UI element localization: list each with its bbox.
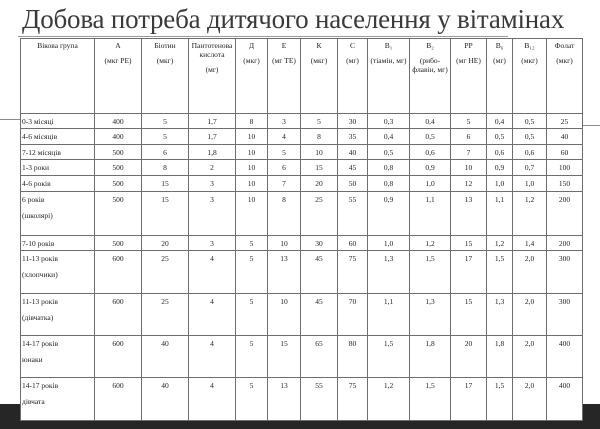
column-header	[487, 39, 513, 114]
value-cell: 600	[95, 336, 142, 378]
column-header-name: Е	[281, 41, 287, 50]
value-cell: 1,0	[513, 176, 547, 192]
value-cell: 20	[451, 336, 487, 378]
value-cell: 5	[236, 336, 268, 378]
value-cell: 0,6	[513, 145, 547, 160]
value-cell: 0,5	[410, 129, 451, 145]
value-cell: 4	[189, 251, 236, 294]
value-cell: 40	[142, 336, 189, 378]
value-cell: 80	[338, 336, 368, 378]
age-group-label: 0-3 місяці	[22, 117, 54, 126]
value-cell: 3	[189, 176, 236, 192]
value-cell: 3	[189, 192, 236, 236]
value-cell: 600	[95, 378, 142, 421]
column-header-unit: (мг)	[205, 65, 219, 74]
column-header-name: B₂	[426, 41, 434, 50]
value-cell: 8	[236, 114, 268, 129]
column-header-name: А	[115, 41, 121, 50]
value-cell: 600	[95, 294, 142, 336]
value-cell: 0,6	[487, 145, 513, 160]
value-cell: 15	[301, 160, 338, 176]
value-cell: 55	[338, 192, 368, 236]
column-header	[547, 39, 583, 114]
value-cell: 45	[301, 294, 338, 336]
value-cell: 5	[268, 145, 301, 160]
column-header	[338, 39, 368, 114]
age-group-label: 1-3 роки	[22, 163, 50, 172]
vitamin-requirements-table	[20, 38, 583, 421]
column-header-name: Фолат	[554, 41, 575, 50]
value-cell: 13	[268, 378, 301, 421]
value-cell: 17	[451, 378, 487, 421]
value-cell: 1,5	[487, 378, 513, 421]
value-cell: 15	[451, 294, 487, 336]
age-group-label: 7-10 років	[22, 239, 55, 248]
value-cell: 7	[268, 176, 301, 192]
age-group-cell	[21, 336, 95, 378]
column-header	[268, 39, 301, 114]
column-header	[301, 39, 338, 114]
value-cell: 55	[301, 378, 338, 421]
table-header-row	[21, 39, 583, 114]
age-group-cell	[21, 176, 95, 192]
column-header	[236, 39, 268, 114]
value-cell: 45	[338, 160, 368, 176]
value-cell: 1,1	[487, 192, 513, 236]
value-cell: 500	[95, 176, 142, 192]
value-cell: 1,5	[368, 336, 410, 378]
age-group-sublabel: (хлопчики)	[22, 270, 58, 279]
value-cell: 0,8	[368, 176, 410, 192]
value-cell: 0,4	[410, 114, 451, 129]
value-cell: 400	[95, 129, 142, 145]
column-header-name: B₁	[384, 41, 393, 50]
value-cell: 0,5	[368, 145, 410, 160]
value-cell: 10	[236, 160, 268, 176]
age-group-sublabel: (школярі)	[22, 211, 53, 220]
age-group-cell	[21, 192, 95, 236]
column-header	[410, 39, 451, 114]
value-cell: 10	[236, 145, 268, 160]
value-cell: 5	[236, 236, 268, 251]
value-cell: 200	[547, 192, 583, 236]
value-cell: 10	[268, 294, 301, 336]
column-header-name: Д	[248, 41, 255, 50]
value-cell: 3	[189, 236, 236, 251]
column-header-unit: (мг ТЕ)	[272, 56, 296, 65]
value-cell: 400	[95, 114, 142, 129]
value-cell: 75	[338, 378, 368, 421]
value-cell: 75	[338, 251, 368, 294]
value-cell: 1,1	[410, 192, 451, 236]
value-cell: 5	[236, 294, 268, 336]
column-header-unit: (мкг)	[556, 56, 573, 65]
value-cell: 1,3	[410, 294, 451, 336]
value-cell: 0,9	[487, 160, 513, 176]
value-cell: 50	[338, 176, 368, 192]
column-header-name: B₁₂	[524, 41, 535, 50]
age-group-label: 7-12 місяців	[22, 148, 61, 157]
value-cell: 1,0	[368, 236, 410, 251]
age-group-label: 14-17 років	[22, 381, 59, 390]
value-cell: 10	[236, 129, 268, 145]
value-cell: 5	[142, 129, 189, 145]
value-cell: 1,3	[487, 294, 513, 336]
value-cell: 0,9	[410, 160, 451, 176]
value-cell: 5	[301, 114, 338, 129]
value-cell: 17	[451, 251, 487, 294]
value-cell: 25	[142, 251, 189, 294]
age-group-sublabel: дівчата	[22, 397, 45, 406]
age-group-cell	[21, 236, 95, 251]
value-cell: 1,7	[189, 129, 236, 145]
column-header	[21, 39, 95, 114]
value-cell: 8	[268, 192, 301, 236]
column-header-unit: (мкг)	[521, 56, 538, 65]
value-cell: 4	[268, 129, 301, 145]
value-cell: 60	[338, 236, 368, 251]
value-cell: 1,3	[368, 251, 410, 294]
column-header-unit: (рибо-флавін, мг)	[412, 56, 448, 74]
age-group-cell	[21, 378, 95, 421]
value-cell: 10	[236, 192, 268, 236]
table-row	[21, 251, 583, 294]
age-group-sublabel: (дівчатка)	[22, 313, 54, 322]
column-header-unit: (мкг)	[243, 56, 260, 65]
table-row	[21, 192, 583, 236]
column-header	[95, 39, 142, 114]
value-cell: 25	[142, 294, 189, 336]
value-cell: 8	[301, 129, 338, 145]
slide-title: Добова потреба дитячого населення у вітамінах	[22, 4, 565, 34]
value-cell: 400	[547, 378, 583, 421]
value-cell: 500	[95, 236, 142, 251]
value-cell: 4	[189, 378, 236, 421]
value-cell: 25	[547, 114, 583, 129]
value-cell: 15	[268, 336, 301, 378]
value-cell: 15	[451, 236, 487, 251]
value-cell: 0,5	[513, 129, 547, 145]
value-cell: 15	[142, 176, 189, 192]
value-cell: 1,1	[368, 294, 410, 336]
value-cell: 0,3	[368, 114, 410, 129]
value-cell: 2,0	[513, 294, 547, 336]
vitamin-table-container	[20, 38, 583, 421]
value-cell: 0,8	[368, 160, 410, 176]
value-cell: 6	[268, 160, 301, 176]
value-cell: 40	[142, 378, 189, 421]
value-cell: 10	[268, 236, 301, 251]
value-cell: 0,5	[513, 114, 547, 129]
age-group-sublabel: юнаки	[22, 355, 43, 364]
value-cell: 2,0	[513, 336, 547, 378]
value-cell: 20	[142, 236, 189, 251]
value-cell: 1,7	[189, 114, 236, 129]
value-cell: 500	[95, 160, 142, 176]
value-cell: 0,5	[487, 129, 513, 145]
column-header-name: РР	[464, 41, 473, 50]
value-cell: 15	[142, 192, 189, 236]
value-cell: 6	[451, 129, 487, 145]
table-row	[21, 114, 583, 129]
column-header	[368, 39, 410, 114]
table-row	[21, 294, 583, 336]
value-cell: 5	[236, 378, 268, 421]
column-header-unit: (мг)	[493, 56, 506, 65]
age-group-label: 11-13 років	[22, 297, 58, 306]
value-cell: 13	[451, 192, 487, 236]
value-cell: 1,8	[189, 145, 236, 160]
value-cell: 300	[547, 251, 583, 294]
value-cell: 1,2	[513, 192, 547, 236]
value-cell: 40	[338, 145, 368, 160]
value-cell: 30	[301, 236, 338, 251]
decorative-line-right	[582, 125, 600, 126]
value-cell: 0,6	[410, 145, 451, 160]
value-cell: 0,7	[513, 160, 547, 176]
value-cell: 100	[547, 160, 583, 176]
value-cell: 10	[236, 176, 268, 192]
value-cell: 1,5	[487, 251, 513, 294]
value-cell: 5	[142, 114, 189, 129]
value-cell: 150	[547, 176, 583, 192]
value-cell: 3	[268, 114, 301, 129]
column-header-name: B₆	[495, 41, 504, 50]
value-cell: 10	[301, 145, 338, 160]
column-header	[189, 39, 236, 114]
value-cell: 2	[189, 160, 236, 176]
value-cell: 60	[547, 145, 583, 160]
value-cell: 0,4	[487, 114, 513, 129]
column-header-name: Біотин	[154, 41, 176, 50]
decorative-line-left	[0, 119, 20, 120]
column-header-unit: (мкг)	[310, 56, 328, 65]
value-cell: 70	[338, 294, 368, 336]
value-cell: 30	[338, 114, 368, 129]
value-cell: 35	[338, 129, 368, 145]
value-cell: 0,9	[368, 192, 410, 236]
column-header	[142, 39, 189, 114]
table-row	[21, 336, 583, 378]
age-group-cell	[21, 294, 95, 336]
age-group-cell	[21, 114, 95, 129]
table-row	[21, 160, 583, 176]
value-cell: 6	[142, 145, 189, 160]
value-cell: 2,0	[513, 251, 547, 294]
title-divider	[18, 36, 508, 37]
table-row	[21, 129, 583, 145]
column-header-name: К	[316, 41, 322, 50]
value-cell: 12	[451, 176, 487, 192]
value-cell: 300	[547, 294, 583, 336]
age-group-cell	[21, 160, 95, 176]
value-cell: 500	[95, 145, 142, 160]
value-cell: 20	[301, 176, 338, 192]
column-header-name: Пантотенова кислота	[191, 41, 233, 59]
value-cell: 400	[547, 336, 583, 378]
column-header	[513, 39, 547, 114]
table-row	[21, 145, 583, 160]
value-cell: 1,5	[410, 251, 451, 294]
age-group-cell	[21, 251, 95, 294]
column-header-unit: (мкг)	[156, 56, 174, 65]
value-cell: 1,2	[487, 236, 513, 251]
value-cell: 7	[451, 145, 487, 160]
value-cell: 10	[451, 160, 487, 176]
value-cell: 2,0	[513, 378, 547, 421]
column-header	[451, 39, 487, 114]
value-cell: 4	[189, 336, 236, 378]
value-cell: 1,2	[368, 378, 410, 421]
value-cell: 500	[95, 192, 142, 236]
age-group-label: 14-17 років	[22, 339, 59, 348]
table-row	[21, 176, 583, 192]
value-cell: 5	[451, 114, 487, 129]
value-cell: 4	[189, 294, 236, 336]
age-group-label: 11-13 років	[22, 254, 58, 263]
value-cell: 1,2	[410, 236, 451, 251]
age-group-label: 6 років	[22, 195, 45, 204]
age-group-label: 4-6 місяців	[22, 132, 58, 141]
value-cell: 8	[142, 160, 189, 176]
age-group-cell	[21, 145, 95, 160]
column-header-name: С	[349, 41, 355, 50]
value-cell: 1,8	[487, 336, 513, 378]
age-group-cell	[21, 129, 95, 145]
value-cell: 65	[301, 336, 338, 378]
column-header-name: Вікова група	[37, 41, 78, 50]
value-cell: 13	[268, 251, 301, 294]
value-cell: 1,0	[487, 176, 513, 192]
value-cell: 5	[236, 251, 268, 294]
value-cell: 200	[547, 236, 583, 251]
column-header-unit: (тіамін, мг)	[370, 56, 407, 65]
value-cell: 45	[301, 251, 338, 294]
table-row	[21, 236, 583, 251]
column-header-unit: (мг)	[346, 56, 359, 65]
value-cell: 1,5	[410, 378, 451, 421]
value-cell: 25	[301, 192, 338, 236]
value-cell: 0,4	[368, 129, 410, 145]
column-header-unit: (мг НЕ)	[456, 56, 481, 65]
age-group-label: 4-6 років	[22, 179, 51, 188]
value-cell: 1,0	[410, 176, 451, 192]
value-cell: 1,8	[410, 336, 451, 378]
table-row	[21, 378, 583, 421]
value-cell: 40	[547, 129, 583, 145]
column-header-unit: (мкг РЕ)	[104, 56, 132, 65]
value-cell: 1,4	[513, 236, 547, 251]
value-cell: 600	[95, 251, 142, 294]
